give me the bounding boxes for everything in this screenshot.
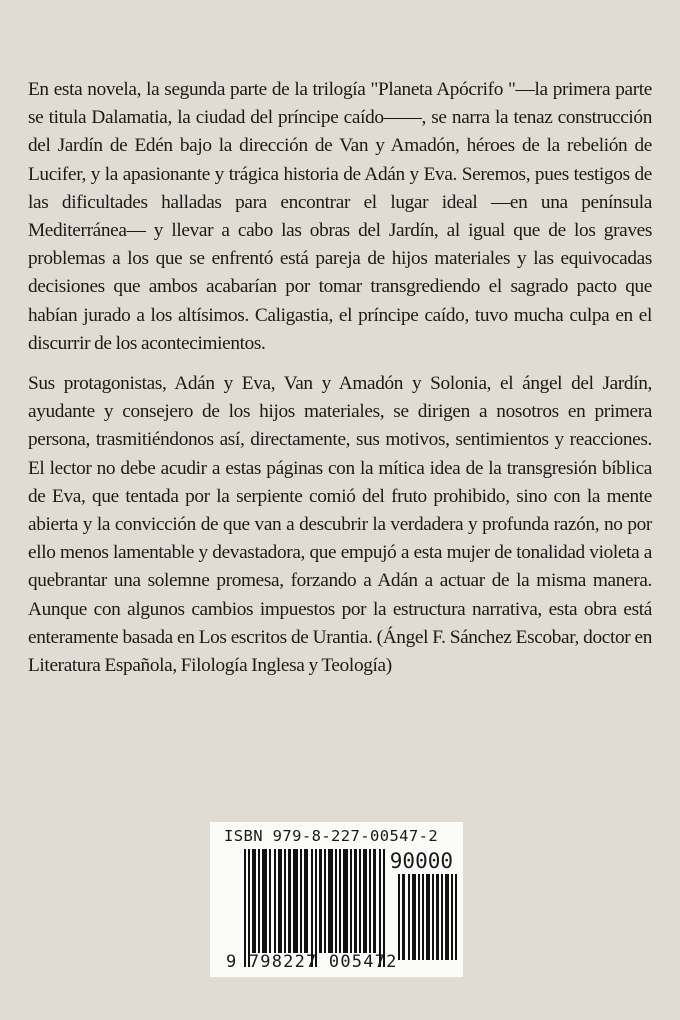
ean-digits: 9 798227 005472 <box>226 952 398 972</box>
barcode-bars-icon <box>244 849 387 967</box>
blurb-text <box>28 76 652 680</box>
blurb-paragraph-2: Sus protagonistas, Adán y Eva, Van y Amadón y Solonia, el ángel del Jardín, ayudante y consejero de los hijos materiales, se dirigen a nosotros en primera persona, trasmitiéndonos así, directamente, sus motivos, sentimientos y reacciones. El lector no debe acudir a estas páginas con la mítica idea de la transgresión bíblica de Eva, que tentada por la serpiente comió del fruto prohibido, sino con la mente abierta y la convicción de que van a descubrir la verdadera y profunda razón, no por ello menos lamentable y devastadora, que empujó a esta mujer de tonalidad violeta a quebrantar una solemne promesa, forzando a Adán a actuar de la misma manera. Aunque con algunos cambios impuestos por la estructura narrativa, esta obra está enteramente basada en Los escritos de Urantia. (Ángel F. Sánchez Escobar, doctor en Literatura Española, Filología Inglesa y Teología) <box>28 373 652 677</box>
blurb-paragraph-1: En esta novela, la segunda parte de la trilogía "Planeta Apócrifo "—la primera parte se titula Dalamatia, la ciudad del príncipe caído——, se narra la tenaz construcción del Jardín de Edén bajo la dirección de Van y Amadón, héroes de la rebelión de Lucifer, y la apasionante y trágica historia de Adán y Eva. Seremos, pues testigos de las dificultades halladas para encontrar el lugar ideal —en una península Mediterránea— y llevar a cabo las obras del Jardín, al igual que de los graves problemas a los que se enfrentó está pareja de hijos materiales y las equivocadas decisiones que ambos acabarían por tomar transgrediendo el sagrado pacto que habían jurado a los altísimos. Caligastia, el príncipe caído, tuvo mucha culpa en el discurrir de los acontecimientos. <box>28 79 652 354</box>
isbn-label: ISBN 979-8-227-00547-2 <box>224 827 439 845</box>
barcode-addon-number: 90000 <box>389 849 453 873</box>
barcode-addon-bars-icon <box>398 874 457 960</box>
isbn-barcode <box>210 822 463 977</box>
